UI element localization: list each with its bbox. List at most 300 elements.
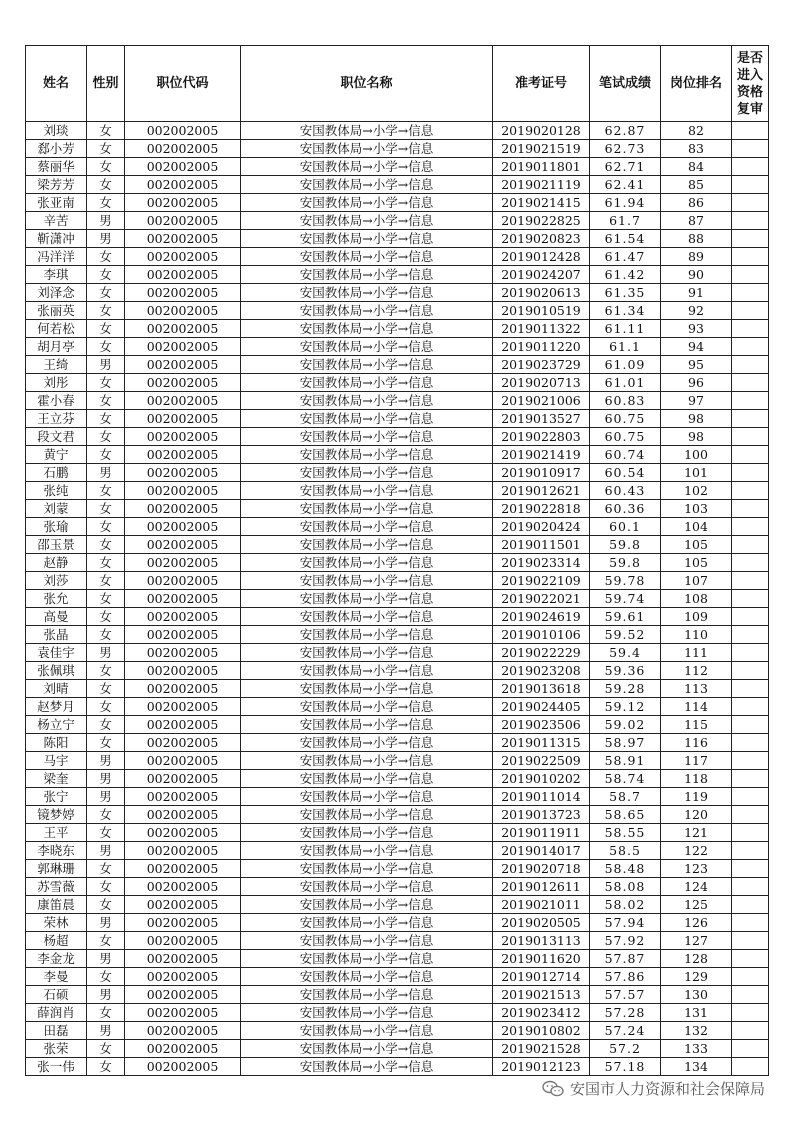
cell-gender: 女	[87, 896, 125, 914]
cell-qualification-review	[732, 320, 769, 338]
cell-position-rank: 123	[661, 860, 732, 878]
cell-gender: 女	[87, 302, 125, 320]
table-row	[26, 572, 769, 590]
cell-qualification-review	[732, 374, 769, 392]
results-sheet	[25, 45, 769, 1076]
cell-position-name: 安国教体局→小学→信息	[241, 302, 493, 320]
cell-gender: 女	[87, 860, 125, 878]
cell-admission-number: 2019023506	[493, 716, 590, 734]
cell-written-score: 61.42	[590, 266, 661, 284]
cell-admission-number: 2019014017	[493, 842, 590, 860]
cell-gender: 男	[87, 986, 125, 1004]
cell-qualification-review	[732, 824, 769, 842]
cell-position-name: 安国教体局→小学→信息	[241, 734, 493, 752]
table-row	[26, 428, 769, 446]
cell-gender: 女	[87, 734, 125, 752]
cell-admission-number: 2019022509	[493, 752, 590, 770]
cell-gender: 女	[87, 626, 125, 644]
cell-position-rank: 101	[661, 464, 732, 482]
cell-admission-number: 2019024405	[493, 698, 590, 716]
table-row	[26, 1040, 769, 1058]
header-position-code: 职位代码	[125, 46, 241, 122]
cell-gender: 女	[87, 338, 125, 356]
cell-position-code: 002002005	[125, 176, 241, 194]
cell-position-rank: 111	[661, 644, 732, 662]
cell-admission-number: 2019021519	[493, 140, 590, 158]
cell-position-rank: 131	[661, 1004, 732, 1022]
cell-position-code: 002002005	[125, 662, 241, 680]
table-row	[26, 950, 769, 968]
table-row	[26, 698, 769, 716]
cell-position-rank: 124	[661, 878, 732, 896]
table-row	[26, 500, 769, 518]
cell-position-name: 安国教体局→小学→信息	[241, 158, 493, 176]
table-row	[26, 1058, 769, 1076]
cell-admission-number: 2019011014	[493, 788, 590, 806]
cell-position-name: 安国教体局→小学→信息	[241, 914, 493, 932]
table-row	[26, 788, 769, 806]
cell-admission-number: 2019011801	[493, 158, 590, 176]
cell-position-code: 002002005	[125, 320, 241, 338]
cell-position-rank: 113	[661, 680, 732, 698]
cell-qualification-review	[732, 410, 769, 428]
cell-admission-number: 2019022803	[493, 428, 590, 446]
cell-position-name: 安国教体局→小学→信息	[241, 194, 493, 212]
cell-name: 李晓东	[26, 842, 87, 860]
table-row	[26, 392, 769, 410]
table-row	[26, 896, 769, 914]
cell-position-code: 002002005	[125, 1058, 241, 1076]
cell-qualification-review	[732, 590, 769, 608]
table-row	[26, 176, 769, 194]
cell-position-code: 002002005	[125, 194, 241, 212]
cell-position-code: 002002005	[125, 248, 241, 266]
cell-gender: 女	[87, 158, 125, 176]
cell-qualification-review	[732, 158, 769, 176]
cell-position-code: 002002005	[125, 158, 241, 176]
table-row	[26, 482, 769, 500]
cell-admission-number: 2019010202	[493, 770, 590, 788]
cell-name: 霍小春	[26, 392, 87, 410]
cell-position-rank: 86	[661, 194, 732, 212]
cell-qualification-review	[732, 230, 769, 248]
cell-written-score: 60.75	[590, 428, 661, 446]
watermark-text: 安国市人力资源和社会保障局	[569, 1080, 765, 1098]
cell-position-name: 安国教体局→小学→信息	[241, 464, 493, 482]
cell-name: 王立芬	[26, 410, 87, 428]
cell-written-score: 59.28	[590, 680, 661, 698]
cell-name: 田磊	[26, 1022, 87, 1040]
cell-written-score: 57.87	[590, 950, 661, 968]
table-row	[26, 914, 769, 932]
cell-written-score: 61.11	[590, 320, 661, 338]
cell-gender: 女	[87, 500, 125, 518]
cell-qualification-review	[732, 968, 769, 986]
table-row	[26, 932, 769, 950]
cell-name: 靳潇冲	[26, 230, 87, 248]
cell-qualification-review	[732, 644, 769, 662]
cell-name: 赵静	[26, 554, 87, 572]
cell-position-code: 002002005	[125, 608, 241, 626]
cell-admission-number: 2019020424	[493, 518, 590, 536]
cell-position-rank: 83	[661, 140, 732, 158]
cell-gender: 女	[87, 392, 125, 410]
cell-written-score: 60.75	[590, 410, 661, 428]
cell-position-name: 安国教体局→小学→信息	[241, 698, 493, 716]
cell-name: 李曼	[26, 968, 87, 986]
cell-position-name: 安国教体局→小学→信息	[241, 248, 493, 266]
cell-gender: 女	[87, 1004, 125, 1022]
cell-position-name: 安国教体局→小学→信息	[241, 1022, 493, 1040]
cell-admission-number: 2019022229	[493, 644, 590, 662]
cell-position-rank: 96	[661, 374, 732, 392]
cell-position-name: 安国教体局→小学→信息	[241, 176, 493, 194]
cell-qualification-review	[732, 770, 769, 788]
cell-gender: 女	[87, 1058, 125, 1076]
cell-name: 刘彤	[26, 374, 87, 392]
header-admission-number: 准考证号	[493, 46, 590, 122]
cell-position-code: 002002005	[125, 950, 241, 968]
cell-position-name: 安国教体局→小学→信息	[241, 896, 493, 914]
cell-position-name: 安国教体局→小学→信息	[241, 644, 493, 662]
cell-position-name: 安国教体局→小学→信息	[241, 338, 493, 356]
cell-written-score: 60.74	[590, 446, 661, 464]
cell-admission-number: 2019010802	[493, 1022, 590, 1040]
cell-written-score: 58.65	[590, 806, 661, 824]
cell-qualification-review	[732, 122, 769, 140]
cell-position-code: 002002005	[125, 806, 241, 824]
watermark	[542, 1078, 765, 1099]
cell-position-code: 002002005	[125, 284, 241, 302]
header-row	[26, 46, 769, 122]
cell-written-score: 60.43	[590, 482, 661, 500]
cell-position-code: 002002005	[125, 392, 241, 410]
cell-name: 张荣	[26, 1040, 87, 1058]
cell-name: 何若松	[26, 320, 87, 338]
table-row	[26, 284, 769, 302]
cell-position-code: 002002005	[125, 644, 241, 662]
cell-position-name: 安国教体局→小学→信息	[241, 392, 493, 410]
cell-admission-number: 2019011620	[493, 950, 590, 968]
cell-written-score: 61.7	[590, 212, 661, 230]
cell-name: 黄宁	[26, 446, 87, 464]
cell-admission-number: 2019012611	[493, 878, 590, 896]
table-row	[26, 860, 769, 878]
cell-gender: 男	[87, 356, 125, 374]
cell-admission-number: 2019020823	[493, 230, 590, 248]
cell-written-score: 59.74	[590, 590, 661, 608]
cell-written-score: 57.24	[590, 1022, 661, 1040]
cell-gender: 女	[87, 680, 125, 698]
cell-qualification-review	[732, 536, 769, 554]
cell-written-score: 59.36	[590, 662, 661, 680]
cell-gender: 女	[87, 518, 125, 536]
cell-name: 梁芳芳	[26, 176, 87, 194]
cell-admission-number: 2019012123	[493, 1058, 590, 1076]
cell-admission-number: 2019020613	[493, 284, 590, 302]
cell-qualification-review	[732, 752, 769, 770]
cell-position-rank: 102	[661, 482, 732, 500]
table-row	[26, 248, 769, 266]
cell-position-name: 安国教体局→小学→信息	[241, 608, 493, 626]
cell-position-name: 安国教体局→小学→信息	[241, 212, 493, 230]
table-row	[26, 1004, 769, 1022]
cell-position-rank: 97	[661, 392, 732, 410]
cell-qualification-review	[732, 608, 769, 626]
cell-name: 荣林	[26, 914, 87, 932]
cell-written-score: 58.7	[590, 788, 661, 806]
table-row	[26, 410, 769, 428]
table-row	[26, 266, 769, 284]
cell-qualification-review	[732, 500, 769, 518]
cell-position-code: 002002005	[125, 536, 241, 554]
cell-position-rank: 116	[661, 734, 732, 752]
cell-written-score: 59.78	[590, 572, 661, 590]
cell-qualification-review	[732, 932, 769, 950]
cell-position-rank: 121	[661, 824, 732, 842]
table-row	[26, 554, 769, 572]
cell-position-name: 安国教体局→小学→信息	[241, 374, 493, 392]
cell-name: 石鹏	[26, 464, 87, 482]
cell-gender: 女	[87, 536, 125, 554]
cell-position-name: 安国教体局→小学→信息	[241, 788, 493, 806]
cell-gender: 女	[87, 284, 125, 302]
cell-qualification-review	[732, 302, 769, 320]
cell-admission-number: 2019022109	[493, 572, 590, 590]
cell-written-score: 61.54	[590, 230, 661, 248]
cell-position-name: 安国教体局→小学→信息	[241, 662, 493, 680]
cell-position-name: 安国教体局→小学→信息	[241, 932, 493, 950]
cell-admission-number: 2019012621	[493, 482, 590, 500]
cell-position-name: 安国教体局→小学→信息	[241, 770, 493, 788]
cell-position-name: 安国教体局→小学→信息	[241, 752, 493, 770]
cell-position-rank: 87	[661, 212, 732, 230]
table-row	[26, 518, 769, 536]
cell-position-rank: 82	[661, 122, 732, 140]
cell-position-name: 安国教体局→小学→信息	[241, 284, 493, 302]
cell-name: 辛苦	[26, 212, 87, 230]
cell-position-rank: 120	[661, 806, 732, 824]
cell-gender: 女	[87, 806, 125, 824]
cell-qualification-review	[732, 734, 769, 752]
header-position-name: 职位名称	[241, 46, 493, 122]
cell-name: 刘泽念	[26, 284, 87, 302]
cell-name: 杨超	[26, 932, 87, 950]
cell-position-code: 002002005	[125, 968, 241, 986]
cell-written-score: 59.02	[590, 716, 661, 734]
cell-written-score: 61.34	[590, 302, 661, 320]
cell-position-rank: 114	[661, 698, 732, 716]
cell-written-score: 61.47	[590, 248, 661, 266]
cell-gender: 女	[87, 428, 125, 446]
cell-position-code: 002002005	[125, 230, 241, 248]
table-row	[26, 194, 769, 212]
cell-position-rank: 125	[661, 896, 732, 914]
cell-gender: 女	[87, 248, 125, 266]
cell-admission-number: 2019010106	[493, 626, 590, 644]
cell-position-code: 002002005	[125, 266, 241, 284]
cell-position-rank: 126	[661, 914, 732, 932]
cell-written-score: 58.5	[590, 842, 661, 860]
cell-admission-number: 2019020713	[493, 374, 590, 392]
cell-position-rank: 91	[661, 284, 732, 302]
cell-qualification-review	[732, 986, 769, 1004]
cell-qualification-review	[732, 284, 769, 302]
cell-written-score: 62.71	[590, 158, 661, 176]
cell-gender: 女	[87, 482, 125, 500]
cell-name: 郭琳珊	[26, 860, 87, 878]
cell-written-score: 59.61	[590, 608, 661, 626]
cell-admission-number: 2019010917	[493, 464, 590, 482]
cell-admission-number: 2019023412	[493, 1004, 590, 1022]
cell-admission-number: 2019020505	[493, 914, 590, 932]
cell-gender: 男	[87, 644, 125, 662]
cell-position-name: 安国教体局→小学→信息	[241, 1004, 493, 1022]
cell-written-score: 60.54	[590, 464, 661, 482]
cell-position-rank: 89	[661, 248, 732, 266]
cell-admission-number: 2019020718	[493, 860, 590, 878]
header-written-score: 笔试成绩	[590, 46, 661, 122]
cell-admission-number: 2019013618	[493, 680, 590, 698]
table-row	[26, 320, 769, 338]
cell-gender: 女	[87, 662, 125, 680]
cell-admission-number: 2019021419	[493, 446, 590, 464]
cell-gender: 女	[87, 446, 125, 464]
cell-position-code: 002002005	[125, 914, 241, 932]
cell-position-code: 002002005	[125, 842, 241, 860]
cell-position-code: 002002005	[125, 500, 241, 518]
cell-qualification-review	[732, 212, 769, 230]
cell-name: 袁佳宇	[26, 644, 87, 662]
cell-qualification-review	[732, 266, 769, 284]
cell-position-rank: 105	[661, 554, 732, 572]
cell-name: 郄小芳	[26, 140, 87, 158]
cell-admission-number: 2019011322	[493, 320, 590, 338]
cell-qualification-review	[732, 680, 769, 698]
cell-name: 梁奎	[26, 770, 87, 788]
cell-position-name: 安国教体局→小学→信息	[241, 518, 493, 536]
cell-position-rank: 133	[661, 1040, 732, 1058]
cell-position-name: 安国教体局→小学→信息	[241, 842, 493, 860]
cell-position-name: 安国教体局→小学→信息	[241, 878, 493, 896]
cell-position-rank: 110	[661, 626, 732, 644]
cell-position-rank: 95	[661, 356, 732, 374]
cell-written-score: 58.74	[590, 770, 661, 788]
cell-name: 张亚南	[26, 194, 87, 212]
cell-gender: 男	[87, 842, 125, 860]
cell-admission-number: 2019023208	[493, 662, 590, 680]
cell-admission-number: 2019011501	[493, 536, 590, 554]
table-row	[26, 878, 769, 896]
cell-name: 张一伟	[26, 1058, 87, 1076]
cell-name: 段文君	[26, 428, 87, 446]
cell-gender: 女	[87, 140, 125, 158]
cell-gender: 女	[87, 122, 125, 140]
cell-admission-number: 2019022818	[493, 500, 590, 518]
cell-name: 高曼	[26, 608, 87, 626]
cell-name: 邵玉景	[26, 536, 87, 554]
cell-position-code: 002002005	[125, 374, 241, 392]
cell-name: 镜梦婷	[26, 806, 87, 824]
cell-position-code: 002002005	[125, 428, 241, 446]
cell-gender: 女	[87, 698, 125, 716]
cell-written-score: 58.02	[590, 896, 661, 914]
table-row	[26, 662, 769, 680]
cell-position-name: 安国教体局→小学→信息	[241, 356, 493, 374]
cell-qualification-review	[732, 842, 769, 860]
cell-written-score: 57.18	[590, 1058, 661, 1076]
table-row	[26, 986, 769, 1004]
cell-qualification-review	[732, 626, 769, 644]
cell-admission-number: 2019021415	[493, 194, 590, 212]
cell-name: 张纯	[26, 482, 87, 500]
cell-name: 刘蒙	[26, 500, 87, 518]
cell-position-code: 002002005	[125, 716, 241, 734]
cell-position-name: 安国教体局→小学→信息	[241, 626, 493, 644]
cell-position-name: 安国教体局→小学→信息	[241, 986, 493, 1004]
cell-position-code: 002002005	[125, 878, 241, 896]
cell-position-code: 002002005	[125, 1022, 241, 1040]
cell-name: 张晶	[26, 626, 87, 644]
cell-position-code: 002002005	[125, 140, 241, 158]
cell-position-name: 安国教体局→小学→信息	[241, 950, 493, 968]
cell-gender: 男	[87, 464, 125, 482]
cell-position-rank: 127	[661, 932, 732, 950]
cell-gender: 女	[87, 968, 125, 986]
cell-qualification-review	[732, 176, 769, 194]
cell-position-rank: 84	[661, 158, 732, 176]
cell-qualification-review	[732, 788, 769, 806]
cell-qualification-review	[732, 806, 769, 824]
cell-name: 刘琰	[26, 122, 87, 140]
cell-position-name: 安国教体局→小学→信息	[241, 572, 493, 590]
cell-position-code: 002002005	[125, 122, 241, 140]
cell-name: 赵梦月	[26, 698, 87, 716]
table-row	[26, 212, 769, 230]
cell-admission-number: 2019021528	[493, 1040, 590, 1058]
cell-admission-number: 2019022825	[493, 212, 590, 230]
cell-position-name: 安国教体局→小学→信息	[241, 230, 493, 248]
cell-qualification-review	[732, 446, 769, 464]
cell-gender: 男	[87, 752, 125, 770]
cell-position-name: 安国教体局→小学→信息	[241, 1040, 493, 1058]
cell-name: 胡月亭	[26, 338, 87, 356]
cell-position-name: 安国教体局→小学→信息	[241, 266, 493, 284]
cell-written-score: 57.92	[590, 932, 661, 950]
table-row	[26, 374, 769, 392]
cell-qualification-review	[732, 914, 769, 932]
cell-position-rank: 122	[661, 842, 732, 860]
table-row	[26, 1022, 769, 1040]
cell-admission-number: 2019011911	[493, 824, 590, 842]
cell-written-score: 61.35	[590, 284, 661, 302]
cell-name: 石硕	[26, 986, 87, 1004]
cell-qualification-review	[732, 860, 769, 878]
cell-written-score: 59.4	[590, 644, 661, 662]
cell-qualification-review	[732, 392, 769, 410]
header-name: 姓名	[26, 46, 87, 122]
cell-qualification-review	[732, 140, 769, 158]
cell-gender: 男	[87, 230, 125, 248]
cell-gender: 男	[87, 950, 125, 968]
cell-admission-number: 2019024207	[493, 266, 590, 284]
table-row	[26, 302, 769, 320]
cell-admission-number: 2019024619	[493, 608, 590, 626]
cell-position-rank: 93	[661, 320, 732, 338]
table-row	[26, 590, 769, 608]
cell-name: 李金龙	[26, 950, 87, 968]
cell-position-rank: 108	[661, 590, 732, 608]
